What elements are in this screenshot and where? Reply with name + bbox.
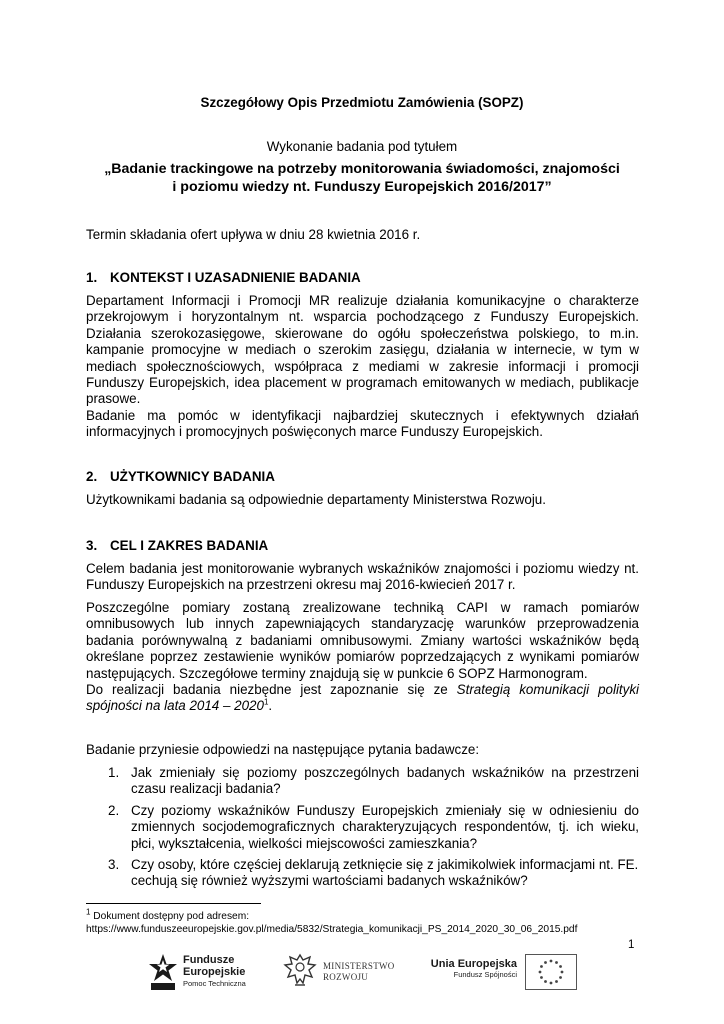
logo-fundusze-europejskie [147,950,267,995]
section-2-paragraph-1: Użytkownikami badania są odpowiednie departamenty Ministerstwa Rozwoju. [86,492,546,507]
fe-logo-line2: Europejskie [183,966,246,978]
strategy-title: Strategią komunikacji polityki spójności na lata 2014 – 2020 [86,682,640,714]
question-number: 2. [108,803,120,818]
eu-logo-line1: Unia Europejska [430,958,517,970]
footnote-label: Dokument dostępny pod adresem: [93,911,250,922]
strategy-text-post: . [268,698,273,714]
doc-title: Szczegółowy Opis Przedmiotu Zamówienia (SOPZ) [200,95,524,110]
eu-star [540,965,543,968]
eu-star [561,971,564,974]
fe-logo-line1: Fundusze [183,954,235,966]
footnote-mark: 1 [86,907,91,917]
eu-star [544,980,547,983]
eu-star [550,982,553,985]
section-title: UŻYTKOWNICY BADANIA [110,469,275,484]
eu-star [559,976,562,979]
eu-star [544,961,547,964]
section-1-heading [86,270,361,285]
strategy-paragraph [86,682,639,715]
section-1-paragraph-1: Departament Informacji i Promocji MR realizuje działania komunikacyjne o charakterze przekrojowym i horyzontalnym nt. wsparcia pochodzącego z Funduszy Europejskich. Działania szerokozasięgowe, skierowane do ogółu społeczeństwa polskiego, to m.in. kampanie promocyjne w mediach o szerokim zasięgu, działania w internecie, w tym w mediach społecznościowych, współpraca z mediami w zakresie informacji i promocji Funduszy Europejskich, idea placement w programach emitowanych w mediach, publikacje prasowe. [86,293,639,407]
section-2-heading [86,469,275,484]
eu-star [555,980,558,983]
logo-ministerstwo-rozwoju [283,952,413,992]
study-title-line1: „Badanie trackingowe na potrzeby monitorowania świadomości, znajomości [104,161,620,177]
ministry-line2: ROZWOJU [323,972,369,982]
subtitle-intro: Wykonanie badania pod tytułem [266,139,458,154]
footnote-ref[interactable]: 1 [263,697,269,707]
footnote-separator [86,903,261,904]
section-title: CEL I ZAKRES BADANIA [110,538,269,553]
question-item-1 [108,765,639,798]
eu-star [539,971,542,974]
fe-star-icon [147,952,179,992]
section-3-paragraph-2: Poszczególne pomiary zostaną zrealizowane techniką CAPI w ramach pomiarów omnibusowych lub innych zapewniających standaryzację warunków przeprowadzenia badania porównywalną z badaniami omnibusowymi. Zmiany wartości wskaźników będą określane poprzez zestawienie wyników pomiarów poprzedzających z wynikami pomiarów następujących. Szczegółowe terminy znajdują się w punkcie 6 SOPZ Harmonogram. [86,600,639,681]
question-number: 3. [108,857,120,872]
question-item-3 [108,857,639,890]
study-title-line2: i poziomu wiedzy nt. Funduszy Europejskich 2016/2017” [172,179,552,195]
page-number: 1 [628,939,635,951]
polish-eagle-icon [283,952,317,990]
section-number: 2. [86,469,98,484]
questions-intro: Badanie przyniesie odpowiedzi na następujące pytania badawcze: [86,742,480,757]
question-text: Jak zmieniały się poziomy poszczególnych badanych wskaźników na przestrzeni czasu realizacji badania? [131,765,639,797]
eu-star [540,976,543,979]
question-text: Czy poziomy wskaźników Funduszy Europejskich zmieniały się w odniesieniu do zmiennych socjodemograficznych charakteryzujących respondentów, tj. ich wieku, płci, wykształcenia, wielkości miejscowości zamieszkania? [131,803,639,851]
eu-star [555,961,558,964]
eu-star [559,965,562,968]
footnote-url[interactable]: https://www.funduszeeuropejskie.gov.pl/media/5832/Strategia_komunikacji_PS_2014_2020_30_06_2015.pdf [86,924,578,935]
eu-logo-line2: Fundusz Spójności [453,970,517,979]
section-1-paragraph-2: Badanie ma pomóc w identyfikacji najbardziej skutecznych i efektywnych działań informacyjnych i promocyjnych poświęconych marce Funduszy Europejskich. [86,408,639,440]
question-text: Czy osoby, które częściej deklarują zetknięcie się z jakimikolwiek informacjami nt. FE. cechują się również wyższymi wartościami badanych wskaźników? [131,857,639,889]
section-number: 1. [86,270,98,285]
question-item-2 [108,803,639,852]
footnote [86,907,578,936]
fe-logo-line3: Pomoc Techniczna [183,979,246,988]
eu-star [550,960,553,963]
section-3-paragraph-1: Celem badania jest monitorowanie wybranych wskaźników znajomości i poziomu wiedzy nt. Funduszy Europejskich na przestrzeni okresu maj 2016-kwiecień 2017 r. [86,561,639,593]
ministry-line1: MINISTERSTWO [323,961,395,971]
section-title: KONTEKST I UZASADNIENIE BADANIA [110,270,361,285]
question-number: 1. [108,765,120,780]
strategy-text-pre: Do realizacji badania niezbędne jest zapoznanie się ze [86,682,457,697]
section-number: 3. [86,538,98,553]
logo-unia-europejska [425,954,580,994]
eu-flag-icon [525,954,577,990]
section-3-heading [86,538,268,553]
deadline-text: Termin składania ofert upływa w dniu 28 kwietnia 2016 r. [86,227,421,242]
